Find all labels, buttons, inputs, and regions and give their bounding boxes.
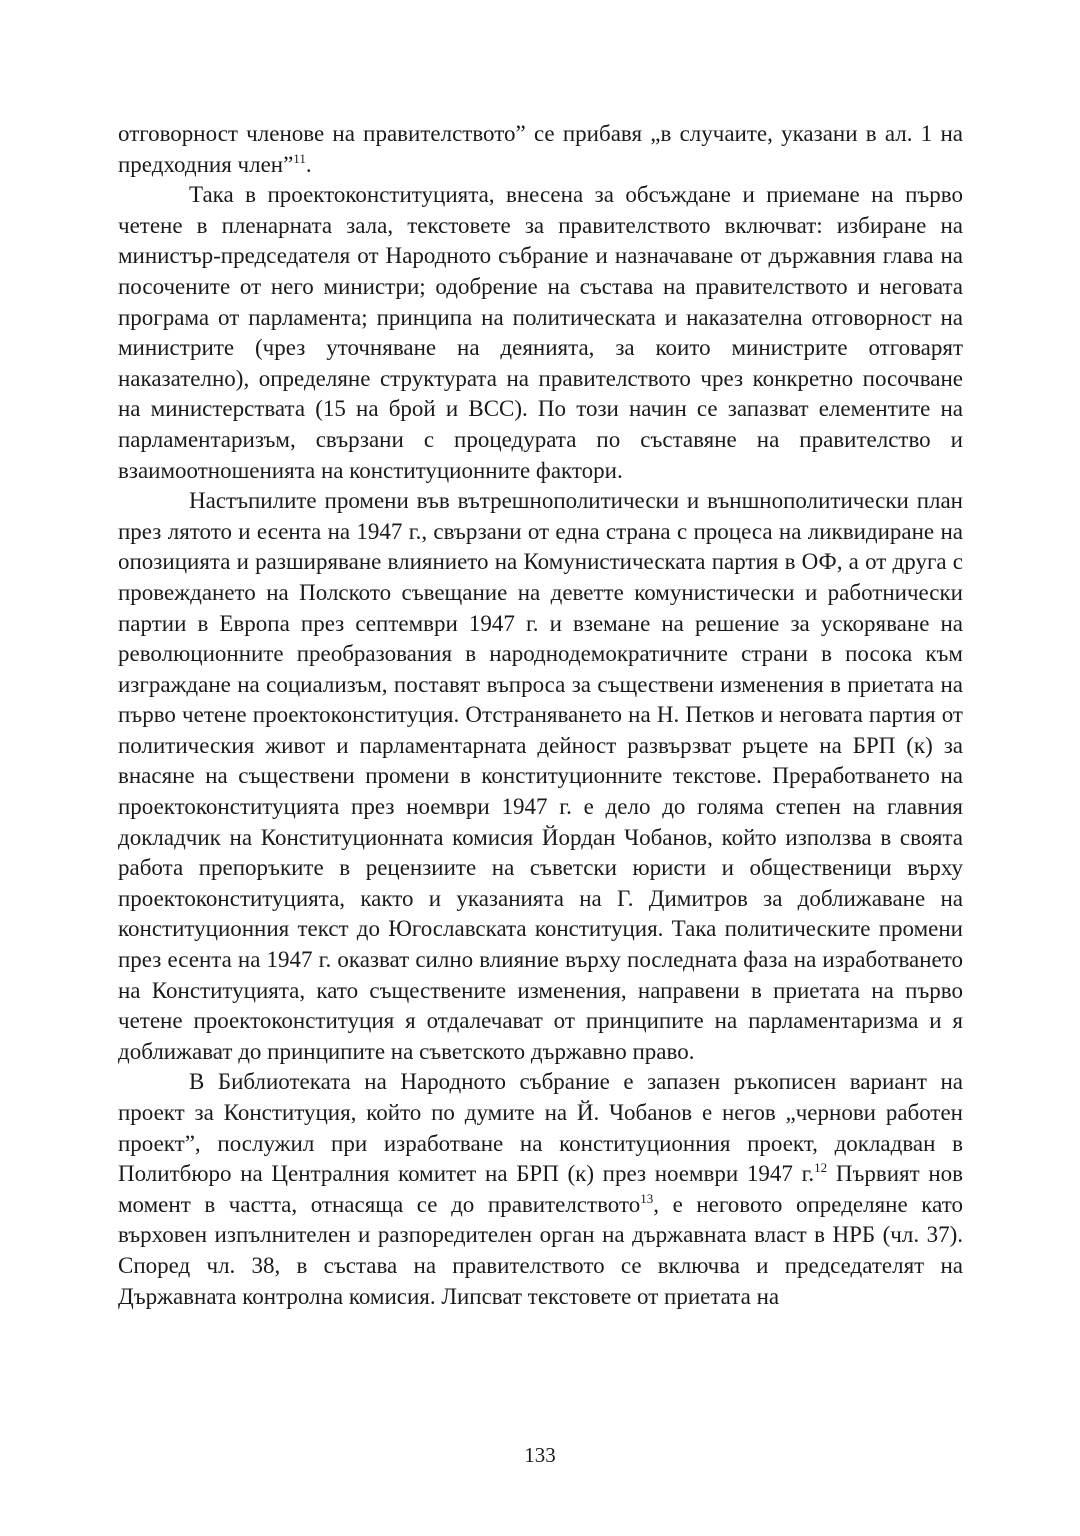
footnote-ref-13[interactable]: 13: [640, 1190, 654, 1206]
text-run: Така в проектоконституцията, внесена за обсъждане и приемане на първо четене в пленарната зала, текстовете за правителството включват: избиране на министър-председателя от Народното събрание и назначаване от държавния глава на посочените от него министри; одобрение на състава на правителството и неговата програма от парламента; принципа на политическата и наказателна отговорност на министрите (чрез уточняване на деянията, за които министрите отговарят наказателно), определяне структурата на правителството чрез конкретно посочване на министерствата (15 на брой и ВСС). По този начин се запазват елементите на парламентаризъм, свързани с процедурата по съставяне на правителство и взаимоотношенията на конституционните фактори.: [118, 182, 963, 483]
text-run: , е неговото определяне като върховен изпълнителен и разпоредителен орган на държавната власт в НРБ (чл. 37). Според чл. 38, в състава на правителството се включва и председателят на Държавната контролна комисия. Липсват текстовете от приетата на: [118, 1191, 963, 1309]
footnote-ref-11[interactable]: 11: [293, 150, 306, 166]
paragraph: [118, 1067, 963, 1312]
page-number: 133: [524, 1443, 556, 1467]
footnote-ref-12[interactable]: 12: [814, 1160, 828, 1176]
paragraph: [118, 486, 963, 1067]
paragraph: [118, 180, 963, 486]
text-run: .: [305, 151, 312, 177]
text-run: В Библиотеката на Народното събрание е запазен ръкописен вариант на проект за Конституция, който по думите на Й. Чобанов е негов „чернови работен проект”, послужил при изработване на конституционния проект, докладван в Политбюро на Централния комитет на БРП (к) през ноември 1947 г.: [118, 1069, 963, 1187]
text-run: Първият нов момент в частта, отнасяща се до правителството: [118, 1161, 963, 1217]
text-run: отговорност членове на правителството” се прибавя „в случаите, указани в ал. 1 на предходния член”: [118, 121, 963, 177]
paragraph-continuation: [118, 119, 963, 180]
body-text: [118, 119, 963, 1312]
text-run: Настъпилите промени във вътрешнополитически и външнополитически план през лятото и есента на 1947 г., свързани от една страна с процеса на ликвидиране на опозицията и разширяване влиянието на Комунистическата партия в ОФ, а от друга с провеждането на Полското съвещание на деветте комунистически и работнически партии в Европа през септември 1947 г. и вземане на решение за ускоряване на революционните преобразования в народнодемократичните страни в посока към изграждане на социализъм, поставят въпроса за съществени изменения в приетата на първо четене проектоконституция. Отстраняването на Н. Петков и неговата партия от политическия живот и парламентарната дейност развързват ръцете на БРП (к) за внасяне на съществени промени в конституционните текстове. Преработването на проектоконституцията през ноември 1947 г. е дело до голяма степен на главния докладчик на Конституционната комисия Йордан Чобанов, който използва в своята работа препоръките в рецензиите на съветски юристи и общественици върху проектоконституцията, както и указанията на Г. Димитров за доближаване на конституционния текст до Югославската конституция. Така политическите промени през есента на 1947 г. оказват силно влияние върху последната фаза на изработването на Конституцията, като съществените изменения, направени в приетата на първо четене проектоконституция я отдалечават от принципите на парламентаризма и я доближават до принципите на съветското държавно право.: [118, 488, 963, 1064]
